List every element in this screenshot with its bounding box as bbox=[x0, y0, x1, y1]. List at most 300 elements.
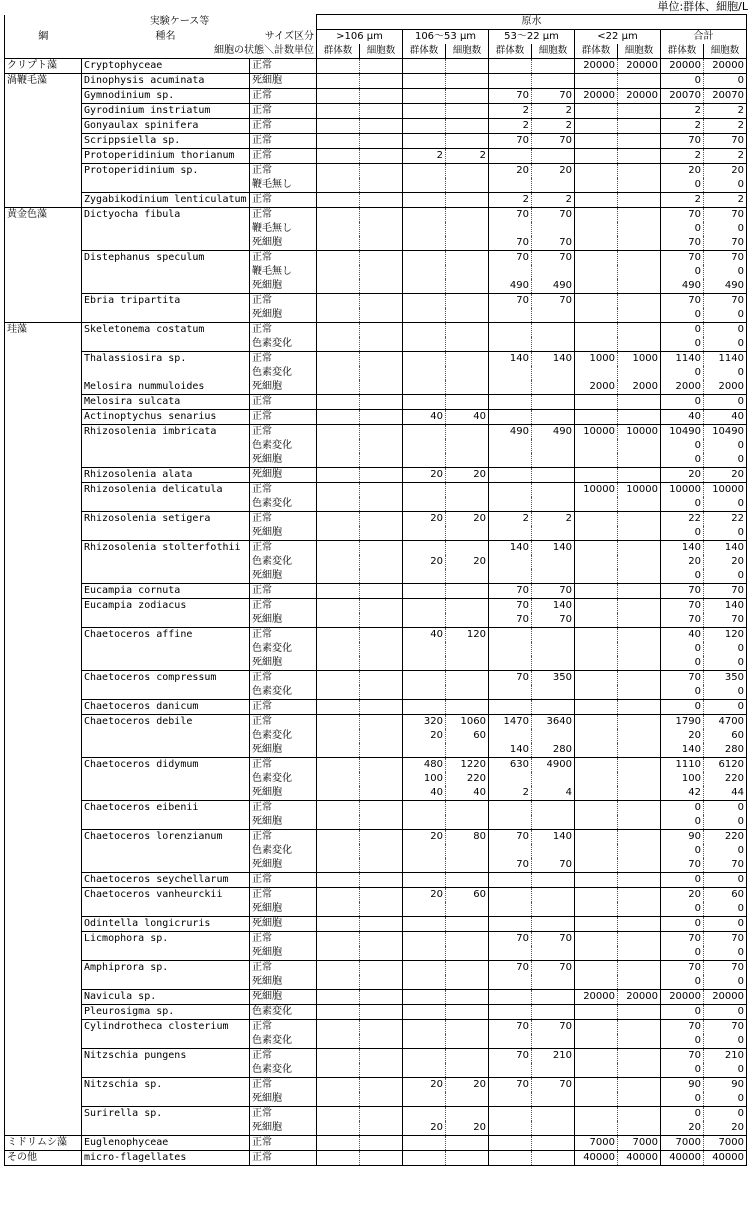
cell-count-cell bbox=[532, 772, 575, 786]
cell-count-cell bbox=[618, 1005, 661, 1020]
cell-count-cell bbox=[618, 164, 661, 179]
group-count-cell bbox=[489, 1136, 532, 1151]
group-count-cell bbox=[575, 815, 618, 830]
state-cell: 色素変化 bbox=[250, 337, 317, 352]
cell-count-cell bbox=[618, 193, 661, 208]
table-row bbox=[5, 410, 747, 425]
cell-count-cell: 140 bbox=[532, 599, 575, 614]
table-row bbox=[5, 801, 747, 816]
table-row bbox=[5, 1136, 747, 1151]
cell-count-cell bbox=[618, 815, 661, 830]
cell-count-cell: 40 bbox=[446, 786, 489, 801]
group-count-cell: 20000 bbox=[575, 59, 618, 74]
table-row bbox=[5, 294, 747, 309]
group-count-cell: 2 bbox=[403, 149, 446, 164]
group-count-cell bbox=[575, 1049, 618, 1064]
group-count-cell bbox=[575, 208, 618, 223]
group-count-cell: 0 bbox=[661, 497, 704, 512]
class-cell bbox=[5, 932, 82, 947]
group-count-cell bbox=[317, 613, 360, 628]
cell-count-cell bbox=[618, 932, 661, 947]
species-cell: Rhizosolenia setigera bbox=[82, 512, 250, 527]
table-row bbox=[5, 569, 747, 584]
table-row bbox=[5, 323, 747, 338]
group-count-cell bbox=[575, 1121, 618, 1136]
cell-count-cell bbox=[618, 222, 661, 236]
species-cell bbox=[82, 337, 250, 352]
cell-count-cell bbox=[360, 1151, 403, 1166]
group-count-cell bbox=[317, 1034, 360, 1049]
species-cell bbox=[82, 844, 250, 858]
group-count-cell bbox=[317, 410, 360, 425]
cell-count-cell bbox=[360, 541, 403, 556]
class-cell bbox=[5, 1092, 82, 1107]
table-row bbox=[5, 830, 747, 845]
table-row bbox=[5, 265, 747, 279]
species-cell: Chaetoceros danicum bbox=[82, 700, 250, 715]
cell-count-cell: 70 bbox=[532, 236, 575, 251]
group-count-cell: 70 bbox=[489, 584, 532, 599]
state-cell: 死細胞 bbox=[250, 1092, 317, 1107]
group-count-cell bbox=[403, 1107, 446, 1122]
cell-count-cell bbox=[618, 642, 661, 656]
cell-count-cell: 490 bbox=[532, 279, 575, 294]
cell-count-cell: 20 bbox=[704, 555, 747, 569]
cell-count-cell: 0 bbox=[704, 815, 747, 830]
cell-count-cell: 70 bbox=[532, 89, 575, 104]
group-count-cell bbox=[575, 74, 618, 89]
group-count-cell: 2000 bbox=[575, 380, 618, 395]
group-count-cell: 140 bbox=[489, 541, 532, 556]
cell-count-cell bbox=[532, 902, 575, 917]
group-count-cell bbox=[317, 758, 360, 773]
table-row bbox=[5, 1121, 747, 1136]
state-cell: 死細胞 bbox=[250, 815, 317, 830]
group-count-cell bbox=[317, 685, 360, 700]
cell-count-cell bbox=[618, 1020, 661, 1035]
group-count-cell: 2000 bbox=[661, 380, 704, 395]
group-count-cell: 0 bbox=[661, 642, 704, 656]
class-cell bbox=[5, 642, 82, 656]
group-count-cell bbox=[489, 453, 532, 468]
cell-count-cell bbox=[618, 671, 661, 686]
species-cell: Pleurosigma sp. bbox=[82, 1005, 250, 1020]
table-row bbox=[5, 656, 747, 671]
cell-count-cell bbox=[532, 526, 575, 541]
state-cell: 色素変化 bbox=[250, 439, 317, 453]
cell-count-cell bbox=[446, 483, 489, 498]
group-count-cell: 10000 bbox=[575, 425, 618, 440]
cell-count-cell bbox=[446, 613, 489, 628]
cell-count-cell bbox=[618, 265, 661, 279]
class-cell: 黄金色藻 bbox=[5, 208, 82, 223]
group-count-cell: 0 bbox=[661, 656, 704, 671]
cell-count-cell bbox=[532, 844, 575, 858]
cell-count-cell bbox=[360, 526, 403, 541]
group-count-cell bbox=[317, 178, 360, 193]
cell-count-cell bbox=[446, 323, 489, 338]
cell-count-cell bbox=[360, 222, 403, 236]
cell-count-cell bbox=[446, 1136, 489, 1151]
cell-count-cell: 20 bbox=[704, 164, 747, 179]
group-count-cell bbox=[489, 410, 532, 425]
species-cell bbox=[82, 858, 250, 873]
cell-count-cell: 0 bbox=[704, 569, 747, 584]
cell-count-cell bbox=[618, 975, 661, 990]
state-cell: 死細胞 bbox=[250, 569, 317, 584]
species-cell bbox=[82, 439, 250, 453]
group-count-cell bbox=[575, 149, 618, 164]
group-count-cell bbox=[403, 1136, 446, 1151]
class-cell bbox=[5, 236, 82, 251]
group-count-cell bbox=[575, 526, 618, 541]
table-row bbox=[5, 613, 747, 628]
group-count-cell: 20 bbox=[661, 888, 704, 903]
group-count-cell: 20000 bbox=[575, 990, 618, 1005]
group-count-cell bbox=[489, 1092, 532, 1107]
state-cell: 正常 bbox=[250, 193, 317, 208]
species-cell: Surirella sp. bbox=[82, 1107, 250, 1122]
species-cell bbox=[82, 308, 250, 323]
state-cell: 死細胞 bbox=[250, 526, 317, 541]
table-row bbox=[5, 366, 747, 380]
state-cell: 正常 bbox=[250, 1107, 317, 1122]
group-count-cell bbox=[317, 815, 360, 830]
table-row bbox=[5, 1005, 747, 1020]
cell-count-cell bbox=[618, 497, 661, 512]
cell-count-cell: 140 bbox=[704, 541, 747, 556]
group-count-cell: 1110 bbox=[661, 758, 704, 773]
cell-count-cell: 20070 bbox=[704, 89, 747, 104]
group-count-cell bbox=[403, 208, 446, 223]
cell-count-cell: 70 bbox=[704, 208, 747, 223]
cell-count-cell bbox=[360, 1020, 403, 1035]
state-cell: 正常 bbox=[250, 671, 317, 686]
group-count-cell bbox=[575, 685, 618, 700]
class-cell bbox=[5, 1034, 82, 1049]
cell-count-cell bbox=[446, 222, 489, 236]
cell-count-cell: 1000 bbox=[618, 352, 661, 367]
cell-count-cell: 10490 bbox=[704, 425, 747, 440]
cell-count-cell: 70 bbox=[704, 613, 747, 628]
cell-count-cell: 0 bbox=[704, 439, 747, 453]
cell-count-cell bbox=[360, 1063, 403, 1078]
group-count-cell bbox=[317, 337, 360, 352]
group-count-cell bbox=[317, 352, 360, 367]
group-count-cell bbox=[403, 380, 446, 395]
species-cell: Cylindrotheca closterium bbox=[82, 1020, 250, 1035]
col-cell: 細胞数 bbox=[704, 44, 747, 59]
group-count-cell bbox=[403, 366, 446, 380]
cell-count-cell bbox=[446, 395, 489, 410]
group-count-cell: 40 bbox=[661, 628, 704, 643]
species-cell: Cryptophyceae bbox=[82, 59, 250, 74]
species-cell: Dinophysis acuminata bbox=[82, 74, 250, 89]
cell-count-cell bbox=[618, 1063, 661, 1078]
group-count-cell: 70 bbox=[489, 208, 532, 223]
cell-count-cell: 70 bbox=[704, 858, 747, 873]
group-count-cell bbox=[489, 729, 532, 743]
class-cell bbox=[5, 888, 82, 903]
cell-count-cell bbox=[360, 265, 403, 279]
species-cell bbox=[82, 975, 250, 990]
group-count-cell bbox=[317, 584, 360, 599]
cell-count-cell bbox=[360, 439, 403, 453]
size-class-1: >106 μm bbox=[317, 30, 403, 45]
cell-count-cell bbox=[532, 569, 575, 584]
cell-count-cell bbox=[360, 308, 403, 323]
class-cell bbox=[5, 265, 82, 279]
cell-count-cell bbox=[446, 104, 489, 119]
cell-count-cell: 20000 bbox=[618, 89, 661, 104]
cell-count-cell bbox=[618, 743, 661, 758]
cell-count-cell bbox=[360, 628, 403, 643]
group-count-cell bbox=[403, 265, 446, 279]
cell-count-cell bbox=[618, 526, 661, 541]
cell-count-cell: 350 bbox=[704, 671, 747, 686]
cell-count-cell bbox=[532, 337, 575, 352]
cell-count-cell: 20 bbox=[446, 1078, 489, 1093]
class-cell bbox=[5, 685, 82, 700]
cell-count-cell bbox=[446, 89, 489, 104]
group-count-cell bbox=[317, 323, 360, 338]
group-count-cell bbox=[403, 700, 446, 715]
group-count-cell bbox=[403, 439, 446, 453]
group-count-cell bbox=[489, 468, 532, 483]
cell-count-cell: 70 bbox=[532, 134, 575, 149]
class-cell bbox=[5, 222, 82, 236]
state-cell: 正常 bbox=[250, 119, 317, 134]
state-cell: 死細胞 bbox=[250, 902, 317, 917]
group-count-cell bbox=[317, 308, 360, 323]
group-count-cell: 0 bbox=[661, 1005, 704, 1020]
cell-count-cell bbox=[360, 946, 403, 961]
cell-count-cell bbox=[446, 59, 489, 74]
group-count-cell: 70 bbox=[489, 858, 532, 873]
group-count-cell bbox=[489, 873, 532, 888]
group-count-cell bbox=[403, 844, 446, 858]
cell-count-cell bbox=[618, 1034, 661, 1049]
group-count-cell: 1000 bbox=[575, 352, 618, 367]
group-count-cell: 140 bbox=[661, 743, 704, 758]
table-row bbox=[5, 497, 747, 512]
state-cell: 正常 bbox=[250, 323, 317, 338]
class-cell bbox=[5, 468, 82, 483]
cell-count-cell bbox=[618, 1107, 661, 1122]
class-cell bbox=[5, 279, 82, 294]
group-count-cell bbox=[403, 1151, 446, 1166]
group-count-cell bbox=[317, 468, 360, 483]
cell-count-cell: 140 bbox=[532, 352, 575, 367]
group-count-cell bbox=[575, 858, 618, 873]
group-count-cell bbox=[575, 1092, 618, 1107]
group-count-cell: 20 bbox=[403, 512, 446, 527]
group-count-cell bbox=[317, 483, 360, 498]
class-cell bbox=[5, 844, 82, 858]
group-count-cell bbox=[317, 555, 360, 569]
table-row bbox=[5, 1092, 747, 1107]
cell-count-cell bbox=[446, 946, 489, 961]
group-count-cell: 42 bbox=[661, 786, 704, 801]
table-row bbox=[5, 1107, 747, 1122]
cell-count-cell bbox=[618, 178, 661, 193]
group-count-cell bbox=[317, 193, 360, 208]
cell-count-cell bbox=[618, 1049, 661, 1064]
cell-count-cell bbox=[360, 555, 403, 569]
state-cell: 正常 bbox=[250, 1078, 317, 1093]
group-count-cell bbox=[317, 89, 360, 104]
species-cell: Chaetoceros didymum bbox=[82, 758, 250, 773]
cell-count-cell bbox=[618, 395, 661, 410]
table-row bbox=[5, 89, 747, 104]
class-cell bbox=[5, 541, 82, 556]
group-count-cell: 0 bbox=[661, 1063, 704, 1078]
group-count-cell bbox=[317, 279, 360, 294]
cell-count-cell bbox=[446, 119, 489, 134]
group-count-cell: 0 bbox=[661, 801, 704, 816]
group-count-cell: 0 bbox=[661, 815, 704, 830]
species-cell: Scrippsiella sp. bbox=[82, 134, 250, 149]
cell-count-cell: 20000 bbox=[618, 59, 661, 74]
species-cell bbox=[82, 772, 250, 786]
state-cell: 死細胞 bbox=[250, 380, 317, 395]
group-count-cell: 1790 bbox=[661, 715, 704, 730]
state-cell: 死細胞 bbox=[250, 917, 317, 932]
state-cell: 正常 bbox=[250, 59, 317, 74]
cell-count-cell bbox=[360, 119, 403, 134]
table-row bbox=[5, 222, 747, 236]
species-cell bbox=[82, 265, 250, 279]
col-cell: 細胞数 bbox=[532, 44, 575, 59]
group-count-cell bbox=[403, 119, 446, 134]
species-cell bbox=[82, 497, 250, 512]
cell-count-cell bbox=[360, 975, 403, 990]
cell-count-cell bbox=[618, 134, 661, 149]
state-cell: 正常 bbox=[250, 1049, 317, 1064]
table-row bbox=[5, 758, 747, 773]
group-count-cell bbox=[489, 483, 532, 498]
group-count-cell bbox=[403, 1034, 446, 1049]
group-count-cell: 70 bbox=[661, 584, 704, 599]
cell-count-cell bbox=[618, 772, 661, 786]
cell-count-cell: 0 bbox=[704, 1107, 747, 1122]
cell-count-cell: 1060 bbox=[446, 715, 489, 730]
cell-count-cell bbox=[360, 323, 403, 338]
group-count-cell bbox=[317, 628, 360, 643]
group-count-cell bbox=[317, 569, 360, 584]
group-count-cell bbox=[489, 1063, 532, 1078]
group-count-cell bbox=[403, 59, 446, 74]
class-cell bbox=[5, 830, 82, 845]
group-count-cell bbox=[317, 526, 360, 541]
state-cell: 正常 bbox=[250, 208, 317, 223]
table-row bbox=[5, 59, 747, 74]
state-cell: 死細胞 bbox=[250, 975, 317, 990]
group-count-cell: 10000 bbox=[575, 483, 618, 498]
group-count-cell bbox=[575, 902, 618, 917]
group-count-cell bbox=[575, 337, 618, 352]
group-count-cell bbox=[575, 715, 618, 730]
cell-count-cell bbox=[532, 946, 575, 961]
col-group: 群体数 bbox=[661, 44, 704, 59]
table-row bbox=[5, 541, 747, 556]
cell-count-cell bbox=[618, 1078, 661, 1093]
col-cell: 細胞数 bbox=[360, 44, 403, 59]
cell-count-cell bbox=[360, 1005, 403, 1020]
state-cell: 鞭毛無し bbox=[250, 178, 317, 193]
cell-count-cell bbox=[446, 656, 489, 671]
group-count-cell: 20 bbox=[403, 830, 446, 845]
cell-count-cell: 70 bbox=[704, 294, 747, 309]
group-count-cell: 490 bbox=[489, 279, 532, 294]
group-count-cell: 100 bbox=[661, 772, 704, 786]
group-count-cell bbox=[317, 74, 360, 89]
species-cell bbox=[82, 685, 250, 700]
cell-count-cell bbox=[446, 743, 489, 758]
cell-count-cell bbox=[618, 119, 661, 134]
state-cell: 正常 bbox=[250, 932, 317, 947]
state-cell: 死細胞 bbox=[250, 946, 317, 961]
cell-count-cell: 20 bbox=[446, 1121, 489, 1136]
group-count-cell: 20000 bbox=[661, 59, 704, 74]
class-cell bbox=[5, 294, 82, 309]
cell-count-cell bbox=[618, 786, 661, 801]
cell-count-cell: 10000 bbox=[704, 483, 747, 498]
state-cell: 鞭毛無し bbox=[250, 265, 317, 279]
group-count-cell bbox=[575, 772, 618, 786]
header-row-1 bbox=[5, 15, 747, 30]
species-cell bbox=[82, 743, 250, 758]
group-count-cell bbox=[575, 265, 618, 279]
cell-count-cell bbox=[360, 1121, 403, 1136]
species-cell: Rhizosolenia stolterfothii bbox=[82, 541, 250, 556]
cell-count-cell bbox=[360, 569, 403, 584]
group-count-cell: 70 bbox=[661, 932, 704, 947]
table-row bbox=[5, 700, 747, 715]
group-count-cell: 2 bbox=[489, 119, 532, 134]
cell-count-cell bbox=[446, 1020, 489, 1035]
size-class-total: 合計 bbox=[661, 30, 747, 45]
cell-count-cell: 0 bbox=[704, 497, 747, 512]
table-row bbox=[5, 844, 747, 858]
group-count-cell: 70 bbox=[661, 858, 704, 873]
table-row bbox=[5, 873, 747, 888]
cell-count-cell bbox=[618, 104, 661, 119]
group-count-cell bbox=[403, 395, 446, 410]
state-cell: 正常 bbox=[250, 758, 317, 773]
group-count-cell: 0 bbox=[661, 265, 704, 279]
group-count-cell: 70 bbox=[661, 134, 704, 149]
cell-count-cell bbox=[446, 1005, 489, 1020]
group-count-cell bbox=[403, 743, 446, 758]
cell-count-cell bbox=[618, 858, 661, 873]
species-cell bbox=[82, 222, 250, 236]
cell-count-cell: 20 bbox=[704, 1121, 747, 1136]
group-count-cell bbox=[575, 468, 618, 483]
group-count-cell bbox=[489, 74, 532, 89]
cell-count-cell bbox=[618, 366, 661, 380]
cell-count-cell bbox=[446, 642, 489, 656]
cell-count-cell: 0 bbox=[704, 337, 747, 352]
group-count-cell: 10000 bbox=[661, 483, 704, 498]
species-cell: Dictyocha fibula bbox=[82, 208, 250, 223]
group-count-cell bbox=[575, 671, 618, 686]
class-cell bbox=[5, 1121, 82, 1136]
cell-count-cell: 70 bbox=[704, 236, 747, 251]
table-row bbox=[5, 308, 747, 323]
class-cell bbox=[5, 439, 82, 453]
class-cell bbox=[5, 308, 82, 323]
